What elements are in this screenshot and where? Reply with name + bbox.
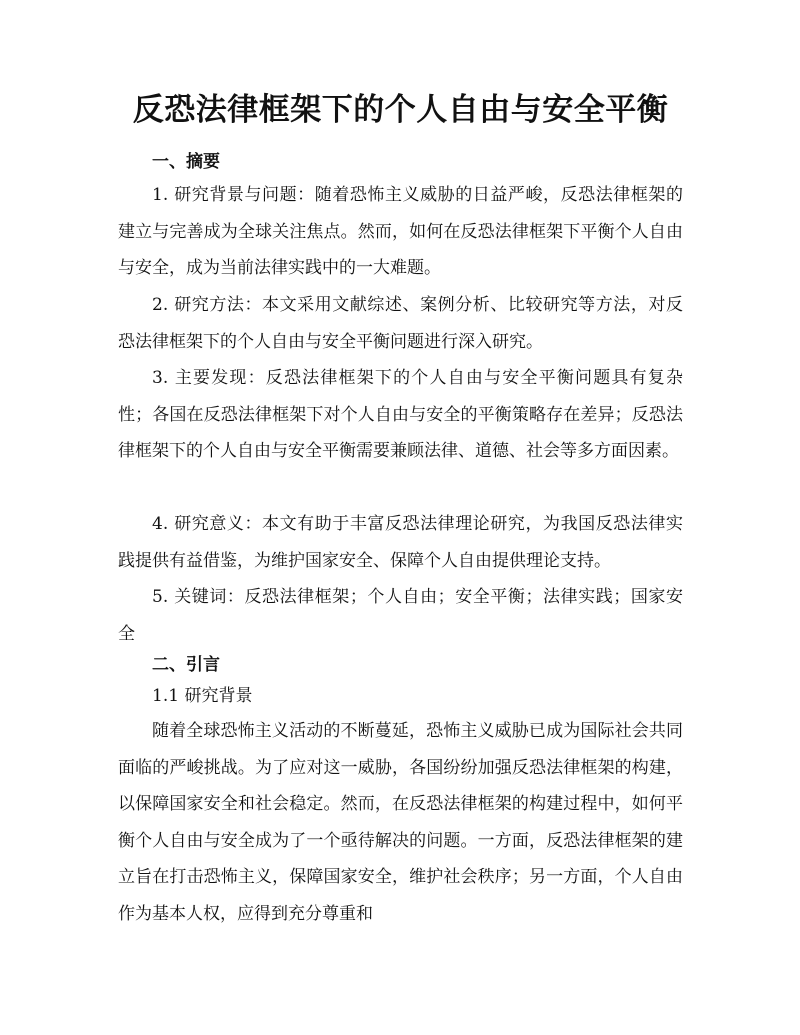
introduction-paragraph: 随着全球恐怖主义活动的不断蔓延，恐怖主义威胁已成为国际社会共同面临的严峻挑战。为了应对这一威胁，各国纷纷加强反恐法律框架的构建，以保障国家安全和社会稳定。然而，在反恐法律框架的构建过程中，如何平衡个人自由与安全成为了一个亟待解决的问题。一方面，反恐法律框架的建立旨在打击恐怖主义，保障国家安全，维护社会秩序；另一方面，个人自由作为基本人权，应得到充分尊重和 xyxy=(118,721,683,924)
section-heading-abstract: 一、摘要 xyxy=(152,152,220,172)
subsection-heading-background: 1.1 研究背景 xyxy=(152,686,253,706)
document-title: 反恐法律框架下的个人自由与安全平衡 xyxy=(132,92,669,128)
section-heading-introduction: 二、引言 xyxy=(152,655,220,675)
abstract-item-method: 2. 研究方法：本文采用文献综述、案例分析、比较研究等方法，对反恐法律框架下的个人自由与安全平衡问题进行深入研究。 xyxy=(118,295,683,352)
abstract-item-keywords: 5. 关键词：反恐法律框架；个人自由；安全平衡；法律实践；国家安全 xyxy=(118,587,683,644)
abstract-item-background: 1. 研究背景与问题：随着恐怖主义威胁的日益严峻，反恐法律框架的建立与完善成为全球关注焦点。然而，如何在反恐法律框架下平衡个人自由与安全，成为当前法律实践中的一大难题。 xyxy=(118,185,683,278)
abstract-item-findings: 3. 主要发现：反恐法律框架下的个人自由与安全平衡问题具有复杂性；各国在反恐法律框架下对个人自由与安全的平衡策略存在差异；反恐法律框架下的个人自由与安全平衡需要兼顾法律、道德、社会等多方面因素。 xyxy=(118,368,683,461)
abstract-item-significance: 4. 研究意义：本文有助于丰富反恐法律理论研究，为我国反恐法律实践提供有益借鉴，为维护国家安全、保障个人自由提供理论支持。 xyxy=(118,514,683,571)
